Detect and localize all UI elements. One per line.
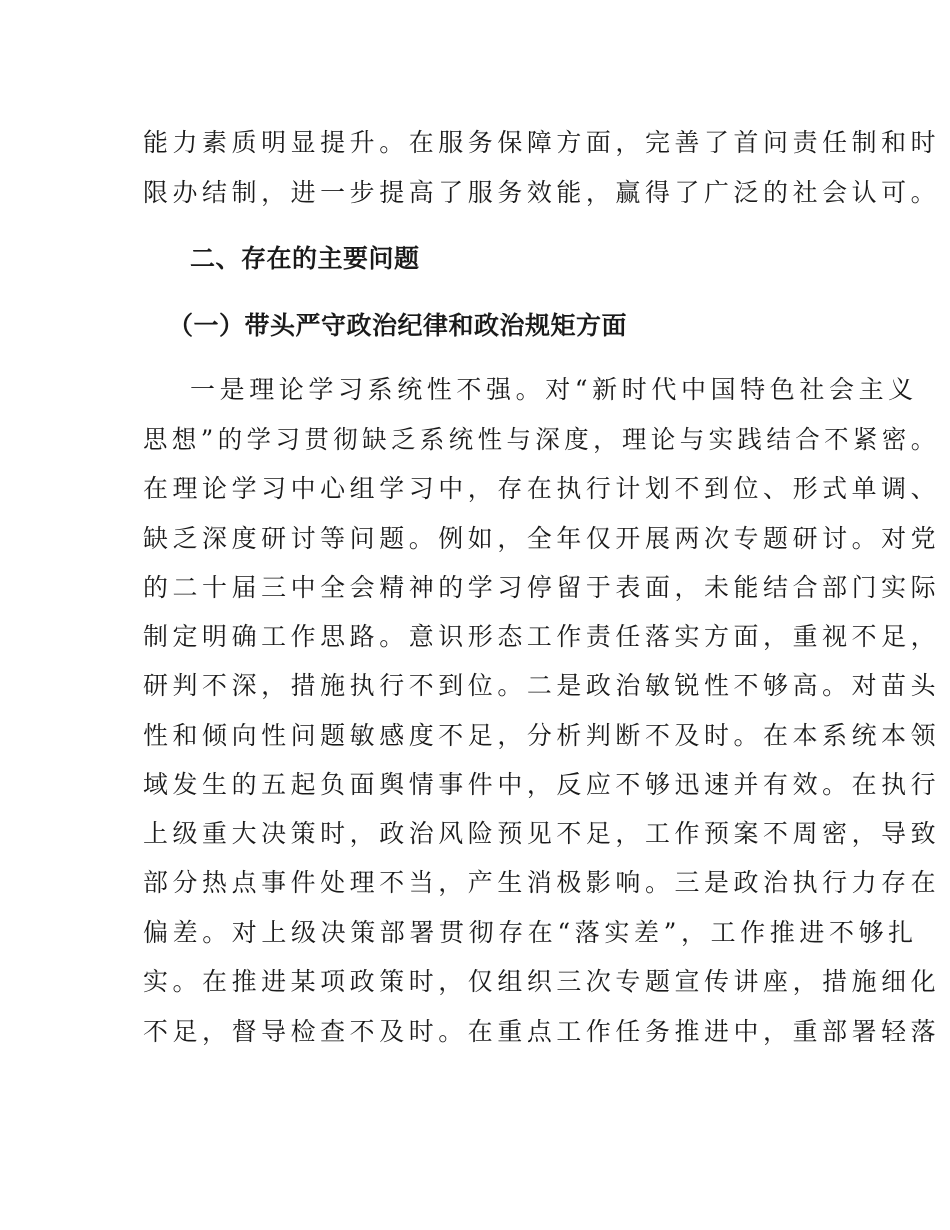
paragraph-line: 制定明确工作思路。意识形态工作责任落实方面，重视不足， xyxy=(143,622,941,651)
subsection-heading: （一）带头严守政治纪律和政治规矩方面 xyxy=(168,311,628,340)
paragraph-line: 的二十届三中全会精神的学习停留于表面，未能结合部门实际 xyxy=(143,573,941,602)
paragraph-line: 缺乏深度研讨等问题。例如，全年仅开展两次专题研讨。对党 xyxy=(143,524,941,553)
paragraph-line: 限办结制，进一步提高了服务效能，赢得了广泛的社会认可。 xyxy=(143,178,941,207)
paragraph-line: 一是理论学习系统性不强。对“新时代中国特色社会主义 xyxy=(190,375,918,404)
paragraph-line: 思想”的学习贯彻缺乏系统性与深度，理论与实践结合不紧密。 xyxy=(143,425,940,454)
paragraph-line: 实。在推进某项政策时，仅组织三次专题宣传讲座，措施细化 xyxy=(143,967,941,996)
paragraph-line: 研判不深，措施执行不到位。二是政治敏锐性不够高。对苗头 xyxy=(143,671,941,700)
paragraph-line: 域发生的五起负面舆情事件中，反应不够迅速并有效。在执行 xyxy=(143,770,941,799)
paragraph-line: 上级重大决策时，政治风险预见不足，工作预案不周密，导致 xyxy=(143,819,941,848)
paragraph-line: 在理论学习中心组学习中，存在执行计划不到位、形式单调、 xyxy=(143,474,941,503)
paragraph-line: 性和倾向性问题敏感度不足，分析判断不及时。在本系统本领 xyxy=(143,721,941,750)
paragraph-line: 能力素质明显提升。在服务保障方面，完善了首问责任制和时 xyxy=(143,128,941,157)
paragraph-line: 部分热点事件处理不当，产生消极影响。三是政治执行力存在 xyxy=(143,868,941,897)
section-heading: 二、存在的主要问题 xyxy=(190,244,420,273)
paragraph-line: 不足，督导检查不及时。在重点工作任务推进中，重部署轻落 xyxy=(143,1017,941,1046)
paragraph-line: 偏差。对上级决策部署贯彻存在“落实差”，工作推进不够扎 xyxy=(143,918,918,947)
